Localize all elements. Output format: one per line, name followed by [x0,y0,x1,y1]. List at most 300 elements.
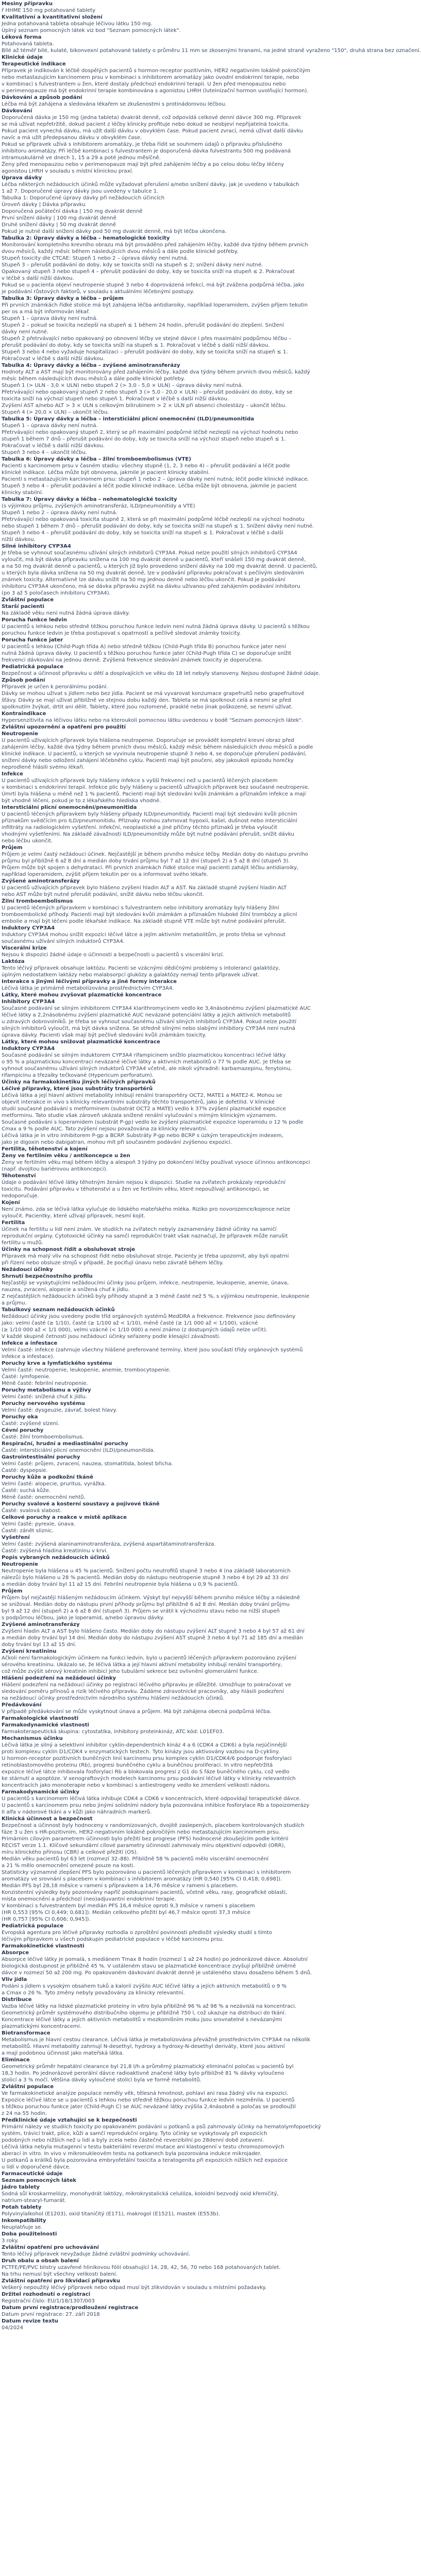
text-line: dávky není nutné. [2,329,49,335]
text-line: spolknutím žvýkat, drtit ani dělit. Tablety, které jsou rozlomené, prasklé nebo jinak poškozené, se nesmí užívat. [2,704,293,710]
text-line: Léčivá látka a její hlavní aktivní metabolity inhibují renální transportéry OCT2, MATE1 a MATE2-K. Mohou se [2,1093,282,1098]
text-line: 1 až 7. Doporučené úpravy dávky jsou uvedeny v tabulce 1. [2,189,159,194]
text-line: U pacientů užívajících přípravek bylo hlášeno zvýšení hladin ALT a AST. Na základě stupně zvýšení hladin ALT [2,885,287,891]
text-line: Doporučená počáteční dávka | 150 mg dvakrát denně [2,209,143,214]
text-line: V případě předávkování se může vyskytnout únava a průjem. Má být zahájena obecná podpůrná léčba. [2,1709,272,1715]
section-heading: Poruchy kůže a podkožní tkáně [2,1475,93,1480]
section-heading: Laktóza [2,959,25,964]
text-line: Méně časté: febrilní neutropenie. [2,1381,88,1386]
text-line: Nežádoucí účinky jsou uvedeny podle tříd orgánových systémů MedDRA a frekvence. Frekvence jsou definovány [2,1314,296,1319]
text-line: léčivým přípravkem u všech podskupin pediatrické populace v léčbě karcinomu prsu. [2,1937,224,1942]
text-line: a medián doby trvání byl 14 dní. Medián doby do nástupu zvýšení AST stupně 3 nebo 4 byl 71 až 185 dní a medián [2,1635,303,1641]
text-line: (HR 0,757 [95% CI 0,606; 0,945]). [2,1917,91,1922]
text-line: Absorpce léčivé látky je pomalá, s mediánem Tmax 8 hodin (rozmezí 1 až 24 hodin) po jednorázové dávce. Absolutní [2,1957,308,1962]
section-heading: Tabulka 5: Úpravy dávky a léčba – intersticiální plicní onemocnění (ILD)/pneumonitida [2,416,255,422]
text-line: je podávání růstových faktorů, v souladu s aktuálními léčebnými postupy. [2,289,194,295]
text-line: Časté: zvýšené slzení. [2,1421,60,1427]
section-heading: Porucha funkce ledvin [2,617,67,623]
text-line: metforminu. Tato studie však zároveň ukázala snížené renální vylučování s mírným klinickým významem. [2,1113,277,1118]
text-line: míru klinického přínosu (CBR) a celkové přežití (OS). [2,1850,138,1855]
text-line: Stupeň toxicity dle CTCAE: Stupeň 1 nebo 2 – úprava dávky není nutná. [2,256,189,261]
section-heading: Poruchy svalové a kosterní soustavy a pojivové tkáně [2,1501,160,1507]
section-heading: Farmakokinetické vlastnosti [2,1943,85,1949]
text-line: U potkanů a králíků byla pozorována embryofetální toxicita a teratogenita při expozicích nižších než expozice [2,2158,288,2163]
section-heading: Pediatrická populace [2,664,64,670]
text-line: nutná žádná úprava dávky. U pacientů s těžkou poruchou funkce jater (Child-Pugh třída C) se doporučuje snížit [2,651,292,656]
text-line: Dávky se mohou užívat s jídlem nebo bez jídla. Pacient se má vyvarovat konzumace grapefruitů nebo grapefruitové [2,691,305,697]
text-line: neprodleně hlásili svému lékaři. [2,765,85,770]
text-line: Velmi časté: alopecie, pruritus, vyrážka. [2,1481,106,1487]
text-line: Pacienti s karcinomem prsu v časném stadiu: všechny stupně (1, 2, 3 nebo 4) – přerušit podávání a léčit podle [2,463,290,469]
text-line: per os a má být informován lékař. [2,309,90,315]
section-heading: Zvláštní upozornění a opatření pro použití [2,724,126,730]
text-line: Průjem byl nejčastěji hlášeným nežádoucím účinkem. Výskyt byl nejvyšší během prvního měsíce léčby a následně [2,1595,300,1601]
text-line: poruchou funkce ledvin je třeba postupovat s opatrností a pečlivě sledovat známky toxicity. [2,631,241,636]
text-line: Veškerý nepoužitý léčivý přípravek nebo odpad musí být zlikvidován v souladu s místními požadavky. [2,2285,267,2291]
text-line: šťávy. Dávky se mají užívat přibližně ve stejnou dobu každý den. Tableta se má spolknout celá a nesmí se před [2,698,291,703]
section-heading: Popis vybraných nežádoucích účinků [2,1555,110,1561]
text-line: toxicita sníží na výchozí stupeň nebo stupeň 1. Pokračovat v léčbě s další nižší dávkou. [2,396,229,402]
text-line: Úplný seznam pomocných látek viz bod "Seznam pomocných látek". [2,28,181,33]
text-line: První snížení dávky | 100 mg dvakrát denně [2,215,116,221]
section-heading: Vyšetření [2,1535,30,1540]
text-line: Opakovaný stupeň 3 nebo stupeň 4 – přerušit podávání do doby, kdy se toxicita sníží na stupeň ≤ 2. Pokračovat [2,269,295,275]
text-line: zahájením léčby, každé dva týdny během prvních dvou měsíců, každý měsíc během následujících dvou měsíců a podle [2,744,313,750]
text-line: koncentracích jako monoterapie nebo v kombinaci s antiestrogeny vedlo ke zmenšení velikosti nádoru. [2,1783,271,1788]
section-heading: Léčivé přípravky, které jsou substráty transportérů [2,1086,153,1092]
text-line: Evropská agentura pro léčivé přípravky rozhodla o zproštění povinnosti předložit výsledky studií s tímto [2,1930,272,1936]
text-line: Zvýšení AST a/nebo ALT > 3 × ULN s celkovým bilirubinem > 2 × ULN při absenci cholestázy – ukončit léčbu. [2,403,287,409]
text-line: průjmu byl přibližně 6 až 8 dní a medián doby trvání průjmu byl 7 až 12 dní (stupeň 2) a 5 až 8 dní (stupeň 3). [2,858,290,864]
section-heading: Předávkování [2,1702,42,1708]
section-heading: Dávkování a způsob podání [2,95,82,100]
section-heading: Celkové poruchy a reakce v místě aplikace [2,1515,127,1520]
section-heading: Cévní poruchy [2,1428,44,1433]
text-line: infiltráty na radiologickém vyšetření. Infekční, neoplastické a jiné příčiny těchto příznaků je třeba vyloučit [2,825,278,831]
text-line: nižší dávkou. [2,537,36,543]
text-line: nálezů) bylo hlášeno u 28 % pacientů. Medián doby do nástupu neutropenie stupně 3 nebo 4 byl 29 až 33 dní [2,1575,289,1581]
text-line: inhibitoru aromatázy. Při léčbě kombinací s fulvestrantem je doporučená dávka fulvestrantu 500 mg podávaná [2,148,291,154]
text-line: 3 roky. [2,2238,19,2244]
text-line: Bezpečnost a účinnost byly hodnoceny v randomizovaných, dvojitě zaslepených, placebem kontrolovaných studiích [2,1823,305,1828]
section-heading: Těhotenství [2,1173,36,1179]
text-line: Na základě věku není nutná žádná úprava dávky. [2,611,130,616]
text-line: Je třeba se vyhnout současnému užívání silných inhibitorů CYP3A4. Pokud nelze použití silných inhibitorů CYP3A4 [2,550,297,556]
section-heading: Předklinické údaje vztahující se k bezpečnosti [2,2117,137,2123]
text-line: Účinek na fertilitu u lidí není znám. Ve studiích na zvířatech nebyly zaznamenány žádné účinky na samičí [2,1227,277,1232]
section-heading: Tabulka 3: Úpravy dávky a léčba – průjem [2,296,124,301]
text-line: Současné podávání s loperamidem (substrát P-gp) vedlo ke zvýšení plazmatické expozice loperamidu o 12 % podle [2,1120,304,1125]
text-line: Stupeň 1 nebo 2 – úprava dávky není nutná. [2,510,117,516]
text-line: U hormon-receptor pozitivních buněčných linií karcinomu prsu komplex cyklin D1/CDK4/6 podporuje fosforylaci [2,1756,292,1761]
section-heading: Potah tablety [2,2205,42,2210]
section-heading: Farmakologické vlastnosti [2,1716,79,1721]
text-line: Bílé až téměř bílé, kulaté, bikonvexní potahované tablety o průměru 11 mm se zkosenými hranami, na jedné straně vyraženo "150", druhá strana bez označení. [2,48,421,54]
section-heading: Infekce [2,771,23,777]
section-heading: Jádro tablety [2,2184,40,2190]
text-line: Z nejčastějších nežádoucích účinků byly příhody stupně ≥ 3 méně časté než 5 %, s výjimkou neutropenie, leukopenie [2,1294,310,1299]
text-line: toxicitu. Podávání přípravku v těhotenství a u žen ve fertilním věku, které nepoužívají antikoncepci, se [2,1187,269,1192]
section-heading: Respirační, hrudní a mediastinální poruchy [2,1441,128,1447]
text-line: což může zvýšit sérový kreatinin inhibicí jeho tubulární sekrece bez ovlivnění glomerulární funkce. [2,1669,259,1674]
section-heading: Doba použitelnosti [2,2231,57,2237]
section-heading: Infekce a infestace [2,1341,58,1346]
text-line: V kombinaci s fulvestrantem byl medián PFS 16,4 měsíce oproti 9,3 měsíce v rameni s placebem [2,1903,255,1909]
section-heading: Farmakodynamické vlastnosti [2,1722,89,1728]
text-line: stolicí a 3 % močí. Většina dávky vyloučené stolicí byla ve formě metabolitů. [2,2077,202,2083]
text-line: Přetrvávající nebo opakovaný stupeň 2 nebo stupeň 3 (> 5,0 - 20,0 × ULN) – přerušit podávání do doby, kdy se [2,389,293,395]
text-line: studii současné podávání s metforminem (substrát OCT2 a MATE) vedlo k 37% zvýšení plazmatické expozice [2,1106,286,1112]
text-line: ke stárnutí a apoptóze. V xenograftových modelech karcinomu prsu podávání léčivé látky v klinicky relevantních [2,1776,296,1782]
text-line: Méně časté: onemocnění nehtů. [2,1495,86,1500]
text-line: Stupeň 1 (> ULN - 3,0 × ULN) nebo stupeň 2 (> 3,0 - 5,0 × ULN) – úprava dávky není nutná. [2,383,243,388]
section-heading: Zvláštní opatření pro uchovávání [2,2245,99,2250]
text-line: současnému užívání silných induktorů CYP3A4. [2,939,125,944]
section-heading: Tabulka 4: Úpravy dávky a léčba – zvýšené aminotransferázy [2,363,180,368]
text-line: Registrační číslo: EU/1/18/1307/003 [2,2298,95,2304]
text-line: Nejčastěji se vyskytujícími nežádoucími účinky jsou průjem, infekce, neutropenie, leukopenie, anemie, únava, [2,1280,289,1286]
text-line: objevit interakce in vivo s klinicky relevantními substráty těchto transportérů, jako je dofetilid. V klinické [2,1099,275,1105]
text-line: embolie a mají být léčeni podle lékařské indikace. Na základě stupně VTE může být nutné podávání přerušit. [2,919,286,924]
text-line: nedoporučuje. [2,1193,39,1199]
text-line: Časté: zvýšená hladina kreatininu v krvi. [2,1548,108,1554]
section-heading: Ženy ve fertilním věku / antikoncepce u žen [2,1153,130,1159]
text-line: Expozice léčivé látce se u pacientů s lehkou nebo středně těžkou poruchou funkce ledvin nezměnila. U pacientů [2,2097,295,2103]
text-line: Přípravek je indikován k léčbě dospělých pacientů s hormon-receptor pozitivním, HER2 negativním lokálně pokročilým [2,68,311,74]
section-heading: Absorpce [2,1950,29,1956]
text-line: Časté: dyspepsie. [2,1468,48,1473]
section-heading: Klinická účinnost a bezpečnost [2,1816,93,1822]
text-line: Velmi časté: dysgeuzie, závrať, bolest hlavy. [2,1408,117,1413]
text-line: Stupeň 3 nebo 4 – přerušit podávání do doby, kdy se toxicita sníží na stupeň ≤ 1. Pokračovat v léčbě s další [2,530,283,536]
text-line: Stupeň 3 nebo 4 – přerušit podávání a léčit podle klinické indikace. Léčba může být obnovena, jakmile je pacient [2,483,297,489]
text-line: (≥ 1/10 000 až < 1/1 000), velmi vzácné (< 1/10 000) a není známo (z dostupných údajů nelze určit). [2,1327,267,1333]
text-line: Pokračovat v léčbě s další nižší dávkou. [2,356,105,362]
text-line: s podpůrnou léčbou, jako je loperamid, a/nebo úpravou dávky. [2,1615,164,1621]
text-line: Přípravek je určen k perorálnímu podání. [2,684,108,690]
text-line: Časté: lymfopenie. [2,1374,51,1380]
section-heading: Intersticiální plicní onemocnění/pneumonitida [2,805,137,810]
text-line: nebo stupeň 1 během 7 dnů – přerušit podávání do doby, kdy se toxicita sníží na stupeň ≤ 1. Snížení dávky není nutné. [2,523,314,529]
section-heading: Zvýšené aminotransferázy [2,878,80,884]
section-heading: Silné inhibitory CYP3A4 [2,544,71,549]
text-line: vyhnout současnému užívání silných induktorů CYP3A4 včetně, ale nikoli výhradně: karbamazepinu, fenytoinu, [2,1066,292,1072]
section-heading: Datum revize textu [2,2318,58,2324]
section-heading: Tabulka 7: Úpravy dávky a léčba – nehematologické toxicity [2,497,177,502]
section-heading: Fertilita [2,1220,25,1226]
text-line: Velmi časté: neutropenie, leukopenie, anemie, trombocytopenie. [2,1367,171,1373]
text-line: frekvenci dávkování na jednou denně. Zvýšená frekvence sledování známek toxicity je doporučena. [2,657,263,663]
text-line: Velmi časté: infekce (zahrnuje všechny hlášené preferované termíny, které jsou součástí třídy orgánových systémů [2,1347,303,1353]
section-heading: Seznam pomocných látek [2,2178,77,2183]
text-line: V každé skupině četností jsou nežádoucí účinky seřazeny podle klesající závažnosti. [2,1334,221,1340]
text-line: Geometrický průměr systémového distribučního objemu je přibližně 750 l, což ukazuje na distribuci do tkání. [2,2010,287,2016]
text-line: Hodnoty ALT a AST mají být monitorovány před zahájením léčby, každé dva týdny během prvních dvou měsíců, každý [2,369,310,375]
text-line: plazmatickými koncentracemi. [2,2024,81,2029]
text-line: Léčivá látka je primárně metabolizována prostřednictvím CYP3A4. [2,986,174,991]
text-line: Úroveň dávky | Dávka přípravku [2,202,86,208]
text-line: z 24 na 55 hodin. [2,2111,47,2116]
section-heading: Farmakodynamické účinky [2,1789,79,1795]
text-line: Stupeň 4 (> 20,0 × ULN) – ukončit léčbu. [2,410,109,415]
text-line: Pokud se přípravek užívá s inhibitorem aromatázy, je třeba řídit se souhrnem údajů o přípravku příslušného [2,142,282,147]
text-line: Jedna potahovaná tableta obsahuje léčivou látku 150 mg. [2,21,153,27]
text-line: Monitorování kompletního krevního obrazu má být prováděno před zahájením léčby, každé dva týdny během prvních [2,242,308,248]
text-line: metabolitů. Hlavní metabolity zahrnují N-desethyl, hydroxy a hydroxy-N-desethyl deriváty, které jsou aktivní [2,2044,285,2049]
text-line: retinoblastomového proteinu (Rb), progresi buněčného cyklu a buněčnou proliferaci. In vitro nepřetržitá [2,1762,273,1768]
text-line: Tento léčivý přípravek nevyžaduje žádné zvláštní podmínky uchovávání. [2,2251,190,2257]
section-heading: Vliv jídla [2,1977,27,1982]
section-heading: Hlášení podezření na nežádoucí účinky [2,1675,116,1681]
text-line: Velmi časté: zvýšená alaninaminotransferáza, zvýšená aspartátaminotransferáza. [2,1541,216,1547]
text-line: Ve farmakokinetické analýze populace neměly věk, tělesná hmotnost, pohlaví ani rasa žádný vliv na expozici. [2,2091,289,2096]
text-line: byl 9 až 12 dní (stupeň 2) a 6 až 8 dní (stupeň 3). Průjem se vrátil k výchozímu stavu nebo na nižší stupeň [2,1608,280,1614]
section-heading: Gastrointestinální poruchy [2,1454,80,1460]
text-line: dávce v rozmezí 50 až 200 mg. Po opakovaném dávkování dvakrát denně je ustáleného stavu dosaženo během 5 dnů. [2,1970,312,1976]
section-heading: Dávkování [2,108,32,114]
text-line: Průjem může být spojen s dehydratací. Při prvních známkách řídké stolice mají pacienti zahájit léčbu antidiaroiky, [2,865,299,871]
text-line: navíc a má užít předepsanou dávku v obvyklém čase. [2,135,142,141]
section-heading: Fertilita, těhotenství a kojení [2,1146,88,1152]
text-line: Přípravek má malý vliv na schopnost řídit nebo obsluhovat stroje. Pacienty je třeba upozornit, aby byli opatrní [2,1253,289,1259]
text-line: s těžkou poruchou funkce jater (Child-Pugh C) se AUC nevázané látky zvýšila 2,4násobně a poločas se prodloužil [2,2104,296,2110]
section-heading: Poruchy krve a lymfatického systému [2,1361,112,1366]
text-line: Velmi časté: snížená chuť k jídlu. [2,1394,88,1400]
text-line: Ženy před menopauzou nebo v perimenopauze mají být před zahájením léčby a po celou dobu léčby léčeny [2,162,284,167]
text-line: II alfa v nádorové tkáni a v kůži jako náhradních markerů. [2,1809,152,1815]
text-line: aberací in vitro. In vivo v mikronukleovém testu na potkanech byla pozorována indukce mikrojader. [2,2151,262,2157]
text-line: Stupeň 2 – pokud se toxicita nezlepší na stupeň ≤ 1 během 24 hodin, přerušit podávání do zlepšení. Snížení [2,323,284,328]
text-line: u kterých byla dávka snížena na 50 mg dvakrát denně, lze v podávání přípravku pokračovat s pečlivým sledováním [2,570,304,576]
text-line: Podání s jídlem s vysokým obsahem tuků a kalorií zvýšilo AUC léčivé látky a jejích aktivních metabolitů o 9 % [2,1984,287,1989]
text-line: v kombinaci s fulvestrantem u žen, které dostaly předchozí endokrinní terapii. U žen před menopauzou nebo [2,81,286,87]
text-line: doby trvání byl 13 až 15 dní. [2,1642,77,1648]
section-heading: Účinky na schopnost řídit a obsluhovat stroje [2,1247,136,1252]
text-line: sérového kreatininu. Ukázalo se, že léčivá látka a její hlavní aktivní metabolity inhibují renální transportéry, [2,1662,282,1668]
text-line: Neuplatňuje se. [2,2225,43,2230]
section-heading: Inkompatibility [2,2218,46,2224]
text-line: Statisticky významné zlepšení PFS bylo pozorováno u pacientů léčených přípravkem v kombinaci s inhibitorem [2,1870,291,1875]
text-line: U pacientů užívajících přípravek byly hlášeny infekce s vyšší frekvencí než u pacientů léčených placebem [2,778,278,784]
text-line: Zvýšení hladin ALT a AST bylo hlášeno často. Medián doby do nástupu zvýšení ALT stupně 3 nebo 4 byl 57 až 61 dní [2,1629,305,1634]
text-line: ř HHME 150 mg potahované tablety [2,8,96,13]
section-heading: Průjem [2,845,23,851]
text-line: U pacientů s lehkou (Child-Pugh třída A) nebo středně těžkou (Child-Pugh třída B) poruchou funkce jater není [2,644,286,650]
section-heading: Tabulka 2: Úpravy dávky a léčba – hematologické toxicity [2,235,170,241]
section-heading: Tabulka 6: Úpravy dávky a léčba – žilní tromboembolismus (VTE) [2,456,191,462]
text-line: a na 50 mg dvakrát denně u pacientů, u kterých již bylo provedeno snížení dávky na 100 mg dvakrát denně. U pacientů, [2,564,317,569]
text-line: intramuskulárně ve dnech 1, 15 a 29 a poté jednou měsíčně. [2,155,161,161]
text-line: Stupeň 1 – úprava dávky není nutná. [2,423,98,429]
text-line: Konzistentní výsledky byly pozorovány napříč podskupinami pacientů, včetně věku, rasy, geografické oblasti, [2,1890,288,1895]
text-line: být vhodně léčeni, pokud je to z lékařského hlediska vhodné. [2,798,161,804]
text-line: známek toxicity. Alternativně lze dávku snížit na 50 mg jednou denně nebo léčbu ukončit. Pokud je podávání [2,577,285,583]
text-line: se snižoval. Medián doby do nástupu první příhody průjmu byl přibližně 6 až 8 dní. Medián doby trvání průjmu [2,1602,290,1607]
text-line: a medián doby trvání byl 11 až 15 dní. Febrilní neutropenie byla hlášena u 0,9 % pacientů. [2,1582,239,1587]
text-line: o 95 % a plazmatickou koncentraci nevázané léčivé látky a aktivních metabolitů o 77 % podle AUC. Je třeba se [2,1059,291,1065]
section-heading: Zvýšení kreatininu [2,1649,57,1654]
text-line: Pokud se u pacienta objeví neutropenie stupně 3 nebo 4 doprovázená infekcí, má být zvážena podpůrná léčba, jako [2,282,305,288]
section-heading: Terapeutické indikace [2,61,66,67]
text-line: v léčbě s další nižší dávkou. [2,276,74,281]
text-line: biologická dostupnost je přibližně 45 %. V ustáleném stavu se plazmatické koncentrace zvyšují přibližně úměrně [2,1963,296,1969]
text-line: inhibitoru CYP3A4 ukončeno, má se dávka přípravku zvýšit na dávku užívanou před zahájením podávání inhibitoru [2,584,300,589]
text-line: Medián PFS byl 28,18 měsíce v rameni s přípravkem a 14,76 měsíce v rameni s placebem. [2,1883,239,1889]
text-line: fertilitu u mužů. [2,1240,43,1246]
text-line: U pacientů s karcinomem léčivá látka inhibuje CDK4 a CDK6 v koncentracích, které odpovídají terapeutické dávce. [2,1796,301,1802]
text-line: nebo AST může být nutné přerušit podávání, snížit dávku nebo léčbu ukončit. [2,892,205,897]
text-line: tromboembolické příhody. Pacienti mají být sledováni kvůli známkám a příznakům hluboké žilní trombózy a plicní [2,912,297,918]
section-heading: Eliminace [2,2057,30,2063]
text-line: silných inhibitorů vyloučit, má být dávka snížena. Se středně silnými nebo slabými inhibitory CYP3A4 není nutná [2,1026,295,1031]
text-line: U pacientů léčených přípravkem byly hlášeny případy ILD/pneumonitidy. Pacienti mají být sledováni kvůli plicním [2,811,297,817]
section-heading: Klinické údaje [2,55,43,60]
text-line: snížení dávky nebo odložení zahájení léčebného cyklu. Pacienti mají být poučeni, aby jakoukoli epizodu horečky [2,758,294,764]
text-line: Léčivá látka je silný a selektivní inhibitor cyklin-dependentních kináz 4 a 6 (CDK4 a CDK6) a byla nejúčinnější [2,1742,287,1748]
text-line: Stupeň 3 – přerušit podávání do doby, kdy se toxicita sníží na stupeň ≤ 2; snížení dávky není nutné. [2,262,263,268]
text-line: Metabolismus je hlavní cestou clearance. Léčivá látka je metabolizována převážně prostřednictvím CYP3A4 na několik [2,2037,311,2043]
text-line: Současné podávání se silným inhibitorem CYP3A4 klarithromycinem vedlo ke 3,4násobnému zvýšení plazmatické AUC [2,1006,311,1011]
text-line: Potahovaná tableta. [2,41,54,47]
text-line: Induktory CYP3A4 mohou snížit expozici léčivé látce a jejím aktivním metabolitům, je proto třeba se vyhnout [2,932,286,938]
text-line: Při prvních známkách řídké stolice má být zahájena léčba antidiaroiky, například loperamidem, zvýšen příjem tekutin [2,302,308,308]
text-line: Pokud je nutné další snížení dávky pod 50 mg dvakrát denně, má být léčba ukončena. [2,229,227,234]
text-line: Tabulka 1: Doporučené úpravy dávky při nežádoucích účincích [2,195,165,201]
text-line: v perimenopauze má být endokrinní terapie kombinována s agonistou LHRH (luteinizační hormon uvolňující hormon). [2,88,309,94]
text-line: Úmrtí byla hlášena u méně než 1 % pacientů. Pacienti mají být sledováni kvůli známkám a příznakům infekce a mají [2,791,306,797]
text-line: vyloučit, má být dávka přípravku snížena na 100 mg dvakrát denně u pacientů, kteří snášeli 150 mg dvakrát denně, [2,557,306,563]
text-line: Časté: zánět sliznic. [2,1528,54,1534]
text-line: Neutropenie byla hlášena u 45 % pacientů. Snížení počtu neutrofilů stupně 3 nebo 4 (na základě laboratorních [2,1568,291,1574]
section-heading: Datum první registrace/prodloužení registrace [2,2305,139,2311]
text-line: Stupeň 3 nebo 4 nebo vyžaduje hospitalizaci – přerušit podávání do doby, kdy se toxicita sníží na stupeň ≤ 1. [2,349,288,355]
text-line: Na trhu nemusí být všechny velikosti balení. [2,2272,117,2277]
text-line: v kombinaci s endokrinní terapií. Infekce plic byly hlášeny u pacientů užívajících přípravek bez současné neutropenie. [2,785,310,790]
text-line: Stupeň 2 přetrvávající nebo opakovaný po obnovení léčby ve stejné dávce i přes maximální podpůrnou léčbu – [2,336,292,342]
text-line: expozice léčivé látce inhibovala fosforylaci Rb a blokovala progresi z G1 do S fáze buněčného cyklu, což vedlo [2,1769,290,1775]
text-line: léčivé látky a 2,2násobnému zvýšení plazmatické AUC nevázané potenciální látky a jejích aktivních metabolitů [2,1012,291,1018]
text-line: úplným nedostatkem laktázy nebo malabsorpcí glukózy a galaktózy nemají tento přípravek užívat. [2,972,260,978]
text-line: úprava dávky. Pacienti však mají být pečlivě sledováni kvůli známkám toxicity. [2,1032,207,1038]
section-heading: Mechanismus účinku [2,1736,63,1741]
text-line: klinické indikace. Léčba může být obnovena, jakmile je pacient klinicky stabilní. [2,470,210,476]
text-line: Léčivá látka je in vitro inhibitorem P-gp a BCRP. Substráty P-gp nebo BCRP s úzkým terapeutickým indexem, [2,1133,283,1139]
section-heading: Shrnutí bezpečnostního profilu [2,1274,93,1279]
text-line: (např. dvojitou bariérovou antikoncepci). [2,1166,108,1172]
text-line: příznakům svědčícím pro ILD/pneumonitidu. Příznaky mohou zahrnovat hypoxii, kašel, dušnost nebo intersticiální [2,818,297,824]
text-line: U pacientů s karcinomem prsu nebo jinými solidními nádory byla pozorována inhibice fosforylace Rb a topoizomerázy [2,1803,310,1808]
section-heading: Viscerální krize [2,945,47,951]
text-line: Není známo, zda se léčivá látka vylučuje do lidského mateřského mléka. Riziko pro novorozence/kojence nelze [2,1207,291,1212]
text-line: jako: velmi časté (≥ 1/10), časté (≥ 1/100 až < 1/10), méně časté (≥ 1/1 000 až < 1/100), vzácné [2,1320,258,1326]
text-line: podobných nebo nižších než u lidí a byly zcela nebo částečně reverzibilní po 28denní době zotavení. [2,2138,264,2143]
section-heading: Mesiny přípravku [2,1,53,7]
section-heading: Distribuce [2,1997,32,2003]
text-line: Primární nálezy ve studiích toxicity po opakovaném podávání u potkanů a psů zahrnovaly účinky na hematolymfopoetický [2,2124,321,2130]
text-line: Časté: intersticiální plicní onemocnění (ILD)/pneumonitida. [2,1448,155,1453]
section-heading: Látky, které mohou zvyšovat plazmatické koncentrace [2,992,162,998]
text-line: nebo léčbu ukončit. [2,838,53,844]
text-line: měsíc během následujících dvou měsíců a dále podle klinické potřeby. [2,376,185,382]
text-line: na nežádoucí účinky prostřednictvím národního systému hlášení nežádoucích účinků. [2,1696,225,1701]
section-heading: Úprava dávky [2,175,42,181]
text-line: Léčba některých nežádoucích účinků může vyžadovat přerušení a/nebo snížení dávky, jak je uvedeno v tabulkách [2,182,299,188]
text-line: při řízení nebo obsluze strojů v případě, že pociťují únavu nebo závratě během léčby. [2,1260,224,1266]
text-line: systém, trávicí trakt, plíce, kůži a samčí reprodukční orgány. Tyto účinky se vyskytovaly při expozicích [2,2131,267,2137]
section-heading: Interakce s jinými léčivými přípravky a jiné formy interakce [2,979,177,985]
text-line: U pacientů s lehkou nebo středně těžkou poruchou funkce ledvin není nutná žádná úprava dávky. U pacientů s těžkou [2,624,310,630]
text-line: Hlášení podezření na nežádoucí účinky po registraci léčivého přípravku je důležité. Umožňuje to pokračovat ve [2,1682,292,1688]
section-heading: Zvýšené aminotransferázy [2,1622,80,1628]
text-line: Geometrický průměr hepatální clearance byl 21,8 l/h a průměrný plazmatický eliminační poločas u pacientů byl [2,2064,294,2070]
section-heading: Poruchy oka [2,1414,38,1420]
text-line: nauzea, zvracení, alopecie a snížená chuť k jídlu. [2,1287,130,1293]
text-line: u zdravých dobrovolníků. Je třeba se vyhnout současnému užívání silných inhibitorů CYP3A4. Pokud nelze použití [2,1019,297,1025]
text-line: místa onemocnění a předchozí (neo)adjuvantní endokrinní terapie. [2,1896,176,1902]
text-line: jako je digoxin nebo dabigatran, mohou mít při současném podávání zvýšenou expozici. [2,1140,232,1145]
text-line: Sodná sůl kroskarmelózy, monohydrát laktózy, mikrokrystalická celulóza, koloidní bezvodý oxid křemičitý, [2,2191,279,2197]
text-line: a 21 % mělo onemocnění omezené pouze na kosti. [2,1863,135,1869]
section-heading: Induktory CYP3A4 [2,925,55,931]
section-heading: Biotransformace [2,2030,50,2036]
text-line: vyloučit. Pacientky, které užívají přípravek, nesmí kojit. [2,1213,146,1219]
text-line: proti komplexu cyklin D1/CDK4 v enzymatických testech. Tyto kinázy jsou aktivovány vazbou na D-cykliny. [2,1749,280,1755]
section-heading: Druh obalu a obsah balení [2,2258,79,2264]
section-heading: Poruchy nervového systému [2,1401,85,1406]
text-line: rifampicinu a třezalky tečkované (Hypericum perforatum). [2,1073,154,1078]
text-line: infekce a infestace). [2,1354,55,1360]
section-heading: Kontraindikace [2,711,46,717]
text-line: Velmi časté: průjem, zvracení, nauzea, stomatitida, bolest břicha. [2,1461,173,1467]
text-line: Koncentrace léčivé látky a jejích aktivních metabolitů v mozkomíšním moku jsou srovnatelné s nevázanými [2,2017,282,2023]
text-line: (po 3 až 5 poločasech inhibitoru CYP3A4). [2,590,111,596]
section-heading: Farmaceutické údaje [2,2171,63,2177]
text-line: Nejsou k dispozici žádné údaje o účinnosti a bezpečnosti u pacientů s viscerální krizí. [2,952,224,958]
text-line: Přetrvávající nebo opakovaný stupeň 2, který se při maximální podpůrné léčbě nezlepší na výchozí hodnotu nebo [2,430,298,435]
text-line: Primárním cílovým parametrem účinnosti bylo přežití bez progrese (PFS) hodnocené zkoušejícím podle kritérií [2,1836,289,1842]
text-line: Druhé snížení dávky | 50 mg dvakrát denně [2,222,116,228]
text-line: přerušit podávání do doby, kdy se toxicita sníží na stupeň ≤ 1. Pokračovat v léčbě s další nižší dávkou. [2,343,270,348]
text-line: 18,3 hodin. Po jednorázové perorální dávce radioaktivně značené látky bylo přibližně 81 % dávky vyloučeno [2,2071,284,2076]
section-heading: Nežádoucí účinky [2,1267,53,1273]
text-line: Ačkoli není farmakologickým účinkem na funkci ledvin, bylo u pacientů léčených přípravkem pozorováno zvýšení [2,1655,297,1661]
section-heading: Kojení [2,1200,20,1206]
section-heading: Látky, které mohou snižovat plazmatické koncentrace [2,1039,160,1045]
text-line: a mají podobnou účinnost jako mateřská látka. [2,2050,124,2056]
section-heading: Porucha funkce jater [2,637,63,643]
text-line: Doporučená dávka je 150 mg (jedna tableta) dvakrát denně, což odpovídá celkové denní dávce 300 mg. Přípravek [2,115,301,121]
section-heading: Zvláštní opatření pro likvidaci přípravku [2,2278,121,2284]
text-line: Stupeň 1 – úprava dávky není nutná. [2,316,98,321]
text-line: Současné podávání se silným induktorem CYP3A4 rifampicinem snížilo plazmatickou koncentraci léčivé látky [2,1053,286,1058]
section-heading: Léková forma [2,35,42,40]
text-line: se má užívat nepřetržitě, dokud pacient z léčby klinicky profituje nebo dokud se neobjeví nepřijatelná toxicita. [2,122,290,127]
text-line: Velmi časté: pyrexie, únava. [2,1521,76,1527]
text-line: fáze 3 u žen s HR-pozitivním, HER2-negativním lokálně pokročilým nebo metastazujícím karcinomem prsu. [2,1829,280,1835]
text-line: dvou měsíců, každý měsíc během následujících dvou měsíců a dále podle klinické potřeby. [2,249,239,255]
text-line: (HR 0,553 [95% CI 0,449; 0,681]). Medián celkového přežití byl 46,7 měsíce oproti 37,3 měsíce [2,1910,250,1916]
text-line: PCTFE/PE/PVC blistry uzavřené hliníkovou fólií obsahující 14, 28, 42, 56, 70 nebo 168 potahovaných tablet. [2,2265,281,2270]
text-line: stupeň 1 během 7 dnů – přerušit podávání do doby, kdy se toxicita sníží na výchozí stupeň nebo stupeň ≤ 1. [2,436,286,442]
text-line: U pacientů léčených přípravkem v kombinaci s fulvestrantem nebo inhibitory aromatázy byly hlášeny žilní [2,905,279,911]
section-heading: Pediatrická populace [2,1923,64,1929]
text-line: RECIST verze 1.1. Klíčové sekundární cílové parametry účinnosti zahrnovaly míru objektivní odpovědi (ORR), [2,1843,285,1849]
section-heading: Zvláštní populace [2,597,54,603]
text-line: natrium-stearyl-fumarát. [2,2198,66,2204]
text-line: sledování poměru přínosů a rizik léčivého přípravku. Žádáme zdravotnické pracovníky, aby hlásili podezření [2,1689,284,1694]
text-line: a průjmu. [2,1300,27,1306]
section-heading: Průjem [2,1588,23,1594]
